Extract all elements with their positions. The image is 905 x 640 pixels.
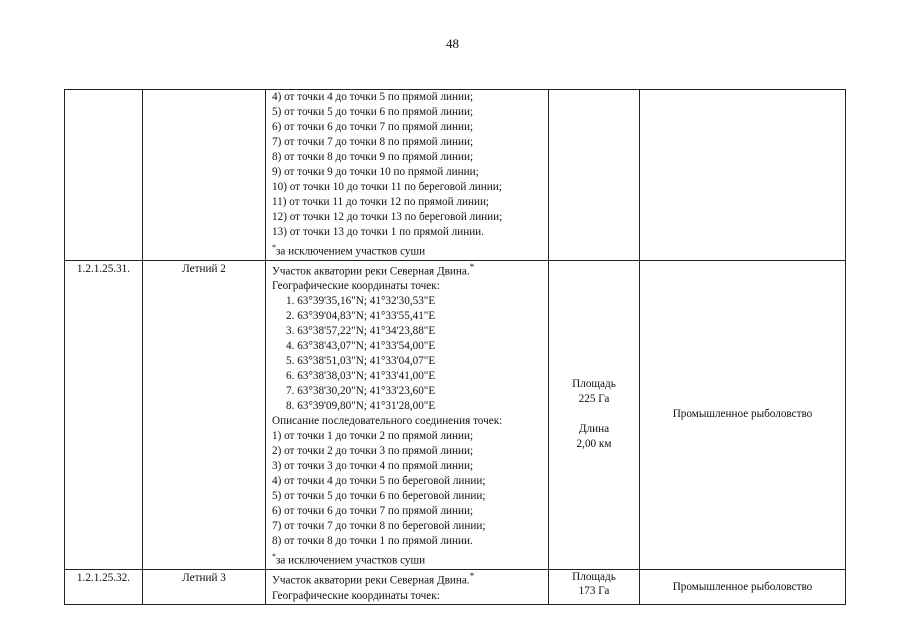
coord-item: 1. 63°39'35,16"N; 41°32'30,53"E	[286, 295, 436, 308]
exclusion-note: *за исключением участков суши	[272, 243, 426, 258]
desc-line: 9) от точки 9 до точки 10 по прямой линии;	[272, 166, 479, 178]
table-row	[65, 260, 846, 569]
desc-line: 5) от точки 5 до точки 6 по прямой линии;	[272, 106, 474, 118]
area-parameters	[549, 260, 640, 569]
desc-line: 8) от точки 8 до точки 9 по прямой линии;	[272, 151, 474, 163]
desc-line: 8) от точки 8 до точки 1 по прямой линии.	[272, 535, 473, 548]
area-purpose: Промышленное рыболовство	[640, 260, 846, 569]
desc-line: 3) от точки 3 до точки 4 по прямой линии;	[272, 460, 474, 473]
fishing-areas-table	[64, 89, 846, 605]
desc-line: 6) от точки 6 до точки 7 по прямой линии;	[272, 505, 474, 518]
coords-heading: Географические координаты точек:	[272, 589, 440, 602]
desc-line: 12) от точки 12 до точки 13 по береговой линии;	[272, 211, 503, 223]
coord-item: 5. 63°38'51,03"N; 41°33'04,07"E	[286, 355, 436, 368]
area-value: 225 Га	[578, 393, 610, 406]
table-row	[65, 570, 846, 605]
row-number: 1.2.1.25.31.	[65, 260, 143, 569]
table-row-continuation	[65, 90, 846, 261]
area-name: Летний 2	[143, 260, 266, 569]
desc-line: 5) от точки 5 до точки 6 по береговой линии;	[272, 490, 486, 503]
row-number: 1.2.1.25.32.	[65, 570, 143, 605]
desc-line: 1) от точки 1 до точки 2 по прямой линии;	[272, 430, 474, 443]
desc-line: 4) от точки 4 до точки 5 по береговой линии;	[272, 475, 486, 488]
area-name: Летний 3	[143, 570, 266, 605]
cell-description-continuation	[266, 90, 549, 261]
area-description	[266, 260, 549, 569]
desc-line: 11) от точки 11 до точки 12 по прямой линии;	[272, 196, 490, 208]
area-parameters	[549, 570, 640, 605]
desc-line: 7) от точки 7 до точки 8 по прямой линии;	[272, 136, 474, 148]
length-value: 2,00 км	[576, 438, 612, 451]
area-description	[266, 570, 549, 605]
coord-item: 2. 63°39'04,83"N; 41°33'55,41"E	[286, 310, 436, 323]
desc-line: 6) от точки 6 до точки 7 по прямой линии;	[272, 121, 474, 133]
coord-item: 7. 63°38'30,20"N; 41°33'23,60"E	[286, 385, 436, 398]
area-title: Участок акватории реки Северная Двина.*	[272, 262, 475, 278]
page-number: 48	[446, 36, 459, 51]
desc-line: 2) от точки 2 до точки 3 по прямой линии;	[272, 445, 474, 458]
cell-name-empty	[143, 90, 266, 261]
coords-list	[272, 294, 545, 414]
area-purpose: Промышленное рыболовство	[640, 570, 846, 605]
length-label: Длина	[578, 423, 610, 436]
desc-line: 10) от точки 10 до точки 11 по береговой линии;	[272, 181, 502, 193]
area-label: Площадь	[572, 378, 616, 391]
coord-item: 3. 63°38'57,22"N; 41°34'23,88"E	[286, 325, 436, 338]
coord-item: 8. 63°39'09,80"N; 41°31'28,00"E	[286, 400, 436, 413]
coord-item: 6. 63°38'38,03"N; 41°33'41,00"E	[286, 370, 436, 383]
exclusion-note: *за исключением участков суши	[272, 552, 426, 568]
cell-purpose-empty	[640, 90, 846, 261]
desc-line: 4) от точки 4 до точки 5 по прямой линии;	[272, 91, 474, 103]
desc-line: 13) от точки 13 до точки 1 по прямой линии.	[272, 226, 484, 238]
area-title: Участок акватории реки Северная Двина.*	[272, 572, 475, 587]
area-value: 173 Га	[578, 585, 610, 598]
connection-heading: Описание последовательного соединения точек:	[272, 415, 503, 428]
desc-line: 7) от точки 7 до точки 8 по береговой линии;	[272, 520, 486, 533]
cell-number-empty	[65, 90, 143, 261]
cell-params-empty	[549, 90, 640, 261]
area-label: Площадь	[572, 571, 616, 584]
coord-item: 4. 63°38'43,07"N; 41°33'54,00"E	[286, 340, 436, 353]
coords-heading: Географические координаты точек:	[272, 280, 440, 293]
